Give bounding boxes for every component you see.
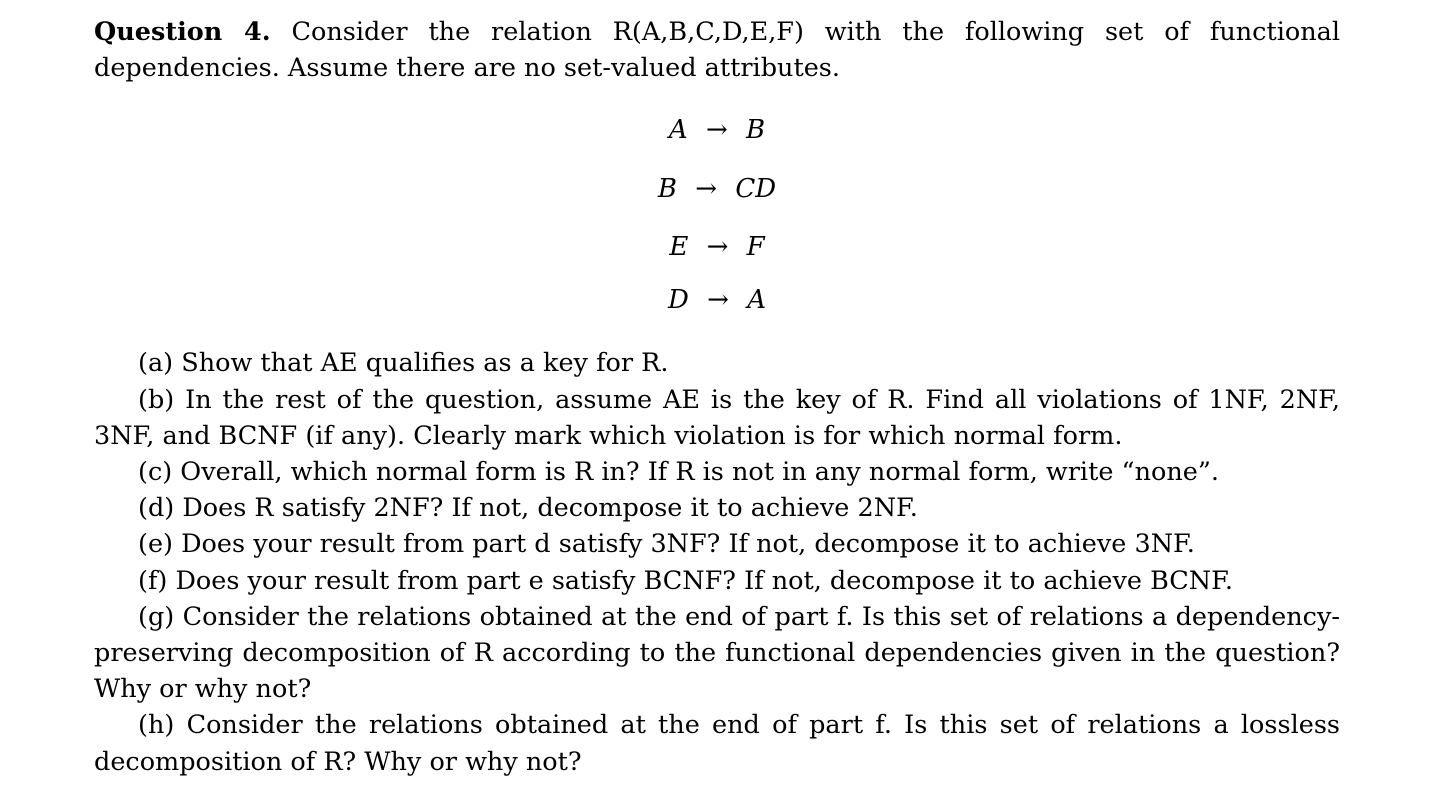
arrow-icon: → [706, 232, 729, 263]
part-label: (g) [138, 601, 175, 632]
question-parts-list [94, 345, 1340, 779]
dependency-row [94, 274, 1340, 327]
part-label: (f) [138, 565, 168, 596]
arrow-icon: → [707, 285, 729, 316]
arrow-icon: → [705, 115, 728, 146]
question-part [94, 599, 1340, 708]
dependency-rhs: F [746, 232, 765, 263]
question-part [94, 707, 1340, 779]
dependency-row [94, 221, 1340, 274]
dependency-rhs: A [747, 285, 766, 316]
part-label: (h) [138, 710, 175, 741]
dependency-lhs: A [668, 115, 688, 146]
dependency-rhs: CD [735, 174, 777, 205]
part-text: Consider the relations obtained at the end of part f. Is this set of relations a dependency-preserving decomposition of R according to the functional dependencies given in the question? Why or why not? [94, 601, 1340, 705]
dependency-row [94, 157, 1340, 221]
part-text: In the rest of the question, assume AE is the key of R. Find all violations of 1NF, 2NF, 3NF, and BCNF (if any). Clearly mark which violation is for which normal form. [94, 384, 1341, 451]
question-heading: Question 4. [94, 17, 271, 47]
dependency-row [94, 104, 1340, 157]
arrow-icon: → [695, 174, 718, 205]
question-part [94, 382, 1340, 454]
question-part [94, 454, 1340, 490]
question-document [94, 14, 1340, 780]
part-label: (e) [138, 529, 173, 560]
question-intro-text: Consider the relation R(A,B,C,D,E,F) with the following set of functional dependencies. Assume there are no set-valued attributes. [94, 17, 1340, 84]
question-part [94, 563, 1340, 599]
part-text: Does your result from part e satisfy BCNF? If not, decompose it to achieve BCNF. [175, 565, 1233, 596]
part-label: (d) [138, 493, 175, 524]
part-text: Consider the relations obtained at the end of part f. Is this set of relations a lossless decomposition of R? Why or why not? [94, 710, 1340, 777]
question-part [94, 490, 1340, 526]
part-text: Does R satisfy 2NF? If not, decompose it to achieve 2NF. [182, 493, 918, 524]
part-text: Overall, which normal form is R in? If R is not in any normal form, write “none”. [180, 457, 1219, 488]
dependency-rhs: B [746, 115, 766, 146]
dependency-lhs: D [668, 285, 689, 316]
part-label: (b) [138, 384, 175, 415]
part-text: Does your result from part d satisfy 3NF? If not, decompose it to achieve 3NF. [181, 529, 1195, 560]
dependency-lhs: B [657, 174, 678, 205]
part-label: (a) [138, 348, 174, 379]
question-part [94, 345, 1340, 381]
question-part [94, 526, 1340, 562]
dependency-lhs: E [669, 232, 689, 263]
question-intro-paragraph [94, 14, 1340, 86]
functional-dependencies [94, 104, 1340, 327]
part-text: Show that AE qualifies as a key for R. [181, 348, 669, 379]
part-label: (c) [138, 457, 173, 488]
